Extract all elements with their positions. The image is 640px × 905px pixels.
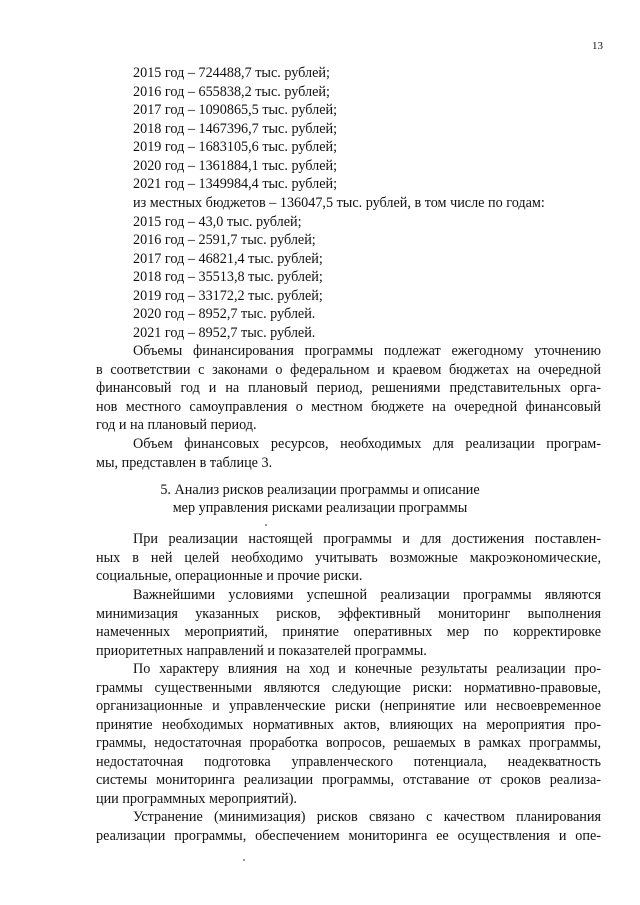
budget-line: 2020 год – 8952,7 тыс. рублей. (133, 306, 316, 322)
paragraph-line: системы мониторинга реализации программы, отставание от сроков реализа- (96, 772, 601, 788)
paragraph-line: недостаточная подготовка управленческого потенциала, неадекватность (96, 753, 601, 770)
budget-line: 2021 год – 8952,7 тыс. рублей. (133, 324, 316, 341)
paragraph-line: ции программных мероприятий). (96, 790, 297, 807)
paragraph-line: мы, представлен в таблице 3. (96, 454, 273, 471)
paragraph-line: ных в ней целей необходимо учитывать возможные макроэкономические, (96, 549, 601, 566)
paragraph-line: реализации программы, обеспечением мониторинга ее осуществления и опе- (96, 827, 601, 844)
budget-line: 2019 год – 33172,2 тыс. рублей; (133, 287, 323, 304)
paragraph-line: нов местного самоуправления о местном бюджете на очередной финансовый (96, 398, 601, 415)
paragraph-line: Устранение (минимизация) рисков связано с качеством планирования (133, 809, 601, 825)
paragraph-line: финансовый год и на плановый период, решениями представительных орга- (96, 380, 601, 396)
budget-line: 2018 год – 35513,8 тыс. рублей; (133, 269, 323, 285)
paragraph-line: По характеру влияния на ход и конечные результаты реализации про- (133, 661, 601, 677)
paragraph-line: намеченных мероприятий, принятие оперативных мер по корректировке (96, 624, 601, 640)
budget-line: 2021 год – 1349984,4 тыс. рублей; (133, 176, 338, 192)
paragraph-line: организационные и управленческие риски (непринятие или несвоевременное (96, 698, 601, 714)
paragraph-line: граммы, недостаточная проработка вопросов, решаемых в рамках программы, (96, 735, 601, 751)
budget-line: 2019 год – 1683105,6 тыс. рублей; (133, 139, 338, 155)
paragraph-line: минимизация указанных рисков, эффективный мониторинг выполнения (96, 605, 601, 622)
scan-speck (265, 524, 267, 526)
budget-line: 2015 год – 724488,7 тыс. рублей; (133, 65, 330, 81)
budget-line: 2016 год – 2591,7 тыс. рублей; (133, 232, 316, 248)
paragraph-line: граммы существенными являются следующие риски: нормативно-правовые, (96, 679, 601, 696)
paragraph-line: При реализации настоящей программы и для достижения поставлен- (133, 531, 601, 547)
paragraph-line: принятие необходимых нормативных актов, влияющих на мероприятия про- (96, 716, 601, 733)
page-number: 13 (592, 40, 603, 52)
section-heading-line: 5. Анализ рисков реализации программы и описание (160, 482, 480, 498)
budget-line: 2018 год – 1467396,7 тыс. рублей; (133, 120, 338, 137)
paragraph-line: Объемы финансирования программы подлежат ежегодному уточнению (133, 343, 601, 359)
budget-line: 2017 год – 1090865,5 тыс. рублей; (133, 102, 338, 118)
paragraph-line: в соответствии с законами о федеральном и краевом бюджетах на очередной (96, 361, 601, 378)
budget-line: 2017 год – 46821,4 тыс. рублей; (133, 250, 323, 267)
local-budget-intro: из местных бюджетов – 136047,5 тыс. рублей, в том числе по годам: (133, 195, 545, 211)
paragraph-line: год и на плановый период. (96, 417, 257, 433)
budget-line: 2015 год – 43,0 тыс. рублей; (133, 213, 302, 230)
section-heading-line: мер управления рисками реализации программы (172, 500, 468, 516)
paragraph-line: приоритетных направлений и показателей программы. (96, 642, 427, 659)
scan-speck (243, 859, 245, 861)
paragraph-line: Важнейшими условиями успешной реализации программы являются (133, 587, 601, 603)
paragraph-line: Объем финансовых ресурсов, необходимых для реализации програм- (133, 436, 601, 452)
paragraph-line: социальные, операционные и прочие риски. (96, 568, 363, 584)
budget-line: 2020 год – 1361884,1 тыс. рублей; (133, 157, 338, 174)
budget-line: 2016 год – 655838,2 тыс. рублей; (133, 83, 330, 100)
